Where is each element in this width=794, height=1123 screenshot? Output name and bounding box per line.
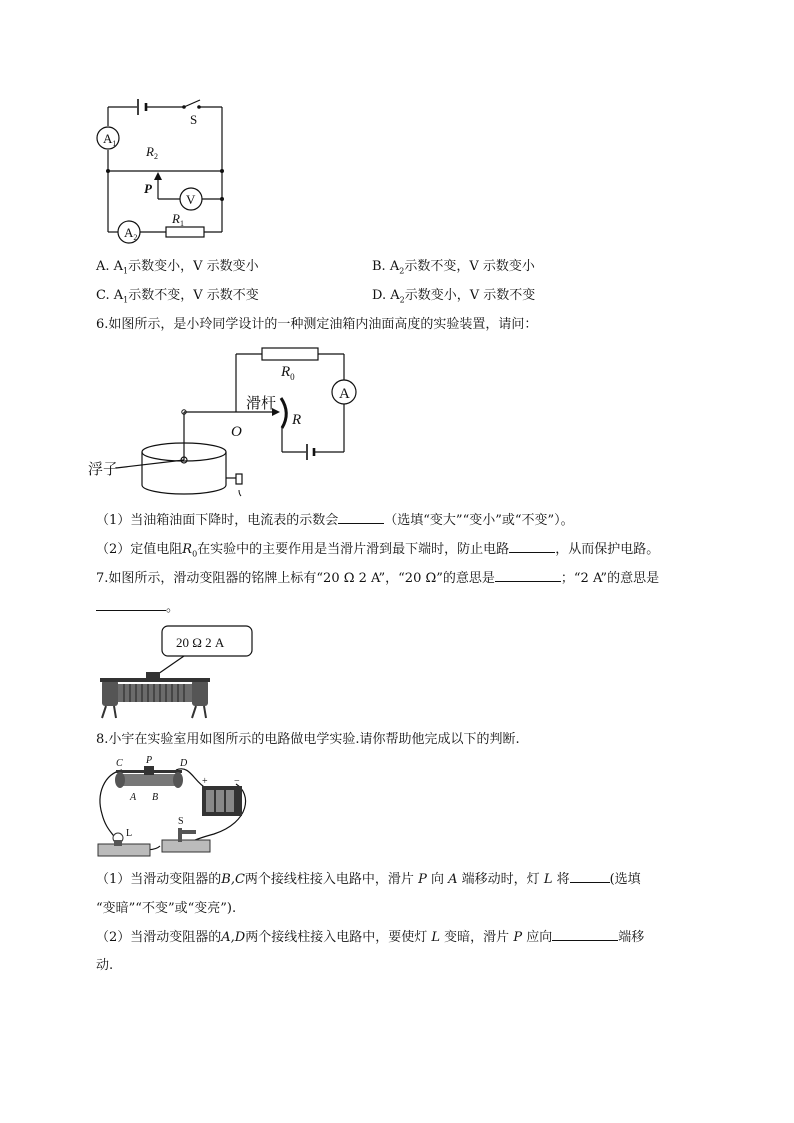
nameplate-text: 20 Ω 2 A	[176, 635, 225, 650]
answer-blank[interactable]	[570, 870, 610, 883]
answer-blank[interactable]	[96, 598, 166, 611]
option-b[interactable]: B. $A_2$示数不变，V 示数变小	[372, 259, 535, 276]
ammeter-label: A	[339, 386, 350, 402]
voltmeter-label: V	[186, 192, 196, 207]
q7-stem: 7.如图所示，滑动变阻器的铭牌上标有“20 Ω 2 A”，“20 Ω”的意思是 ；“2 A”的意思是	[96, 571, 660, 586]
terminal-c-label: C	[116, 758, 123, 769]
terminal-d-label: D	[180, 758, 188, 769]
option-d[interactable]: D. $A_2$示数变小，V 示数不变	[372, 288, 536, 305]
q8-stem: 8.小宇在实验室用如图所示的电路做电学实验.请你帮助他完成以下的判断.	[96, 732, 520, 747]
answer-blank[interactable]	[495, 569, 561, 582]
resistor-r-label: R	[292, 412, 302, 428]
q6-sub1: （1）当油箱油面下降时，电流表的示数会 （选填“变大”“变小”或“不变”）。	[96, 513, 574, 528]
q8-sub2: （2）当滑动变阻器的A,D两个接线柱接入电路中，要使灯 L 变暗，滑片 P 应向 端移	[96, 930, 645, 945]
q8-sub1: （1）当滑动变阻器的B,C两个接线柱接入电路中，滑片 P 向 A 端移动时，灯 L 将 (选填	[96, 872, 641, 887]
slider-p-label: P	[146, 755, 153, 766]
q8-sub1-line2: “变暗”“不变”或“变亮”).	[96, 901, 237, 916]
terminal-b-label: B	[152, 792, 159, 803]
answer-blank[interactable]	[509, 540, 555, 553]
q6-stem: 6.如图所示，是小玲同学设计的一种测定油箱内油面高度的实验装置，请问：	[96, 317, 538, 332]
battery-minus-label: −	[234, 776, 240, 787]
ammeter-a2-label: $A_2$	[124, 225, 138, 242]
lever-label: 滑杆	[246, 396, 277, 412]
q6-sub2: （2）定值电阻$R_0$在实验中的主要作用是当滑片滑到最下端时，防止电路 ，从而保护电路。	[96, 542, 660, 559]
terminal-a-label: A	[130, 792, 137, 803]
r2-label: $R_2$	[146, 144, 158, 161]
slider-p-label: P	[144, 181, 152, 196]
float-label: 浮子	[88, 462, 119, 478]
r1-label: $R_1$	[172, 211, 184, 228]
option-c[interactable]: C. $A_1$示数不变，V 示数不变	[96, 288, 259, 305]
option-a[interactable]: A. $A_1$示数变小，V 示数变小	[96, 259, 259, 276]
pivot-o-label: O	[231, 424, 242, 440]
lab-circuit-diagram	[94, 754, 254, 862]
circuit-diagram-1	[92, 92, 232, 247]
answer-blank[interactable]	[552, 928, 618, 941]
switch-s-label: S	[178, 816, 184, 827]
lamp-l-label: L	[126, 828, 133, 839]
r0-label: $R_0$	[281, 364, 295, 382]
answer-blank[interactable]	[338, 511, 384, 524]
ammeter-a1-label: $A_1$	[103, 131, 117, 148]
q8-sub2-line2: 动.	[96, 958, 114, 973]
switch-label: S	[190, 112, 198, 127]
rheostat-diagram	[96, 622, 258, 722]
q7-stem-line2: 。	[96, 598, 179, 617]
battery-plus-label: +	[202, 776, 208, 787]
oil-tank-diagram	[86, 340, 366, 502]
